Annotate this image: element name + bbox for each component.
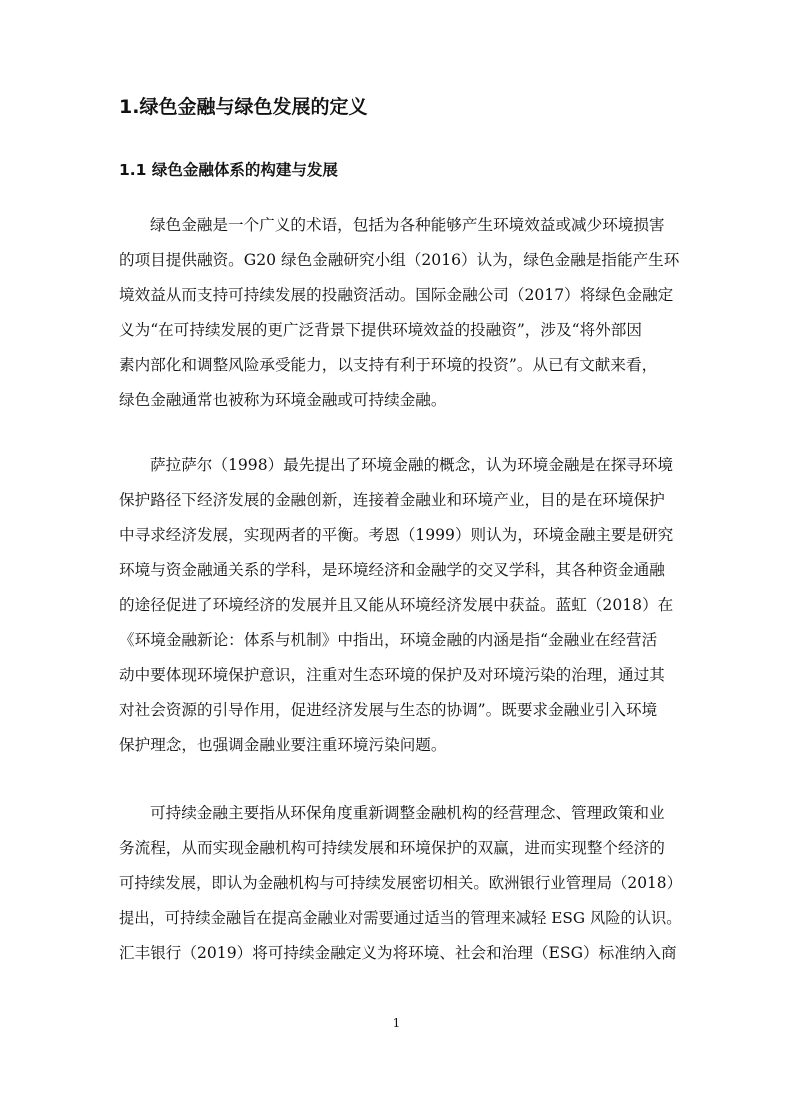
text-line: 境效益从而支持可持续发展的投融资活动。国际金融公司（2017）将绿色金融定 [119, 286, 674, 304]
paragraph-environmental-finance [119, 448, 685, 763]
text-line: 保护理念，也强调金融业要注重环境污染问题。 [119, 736, 447, 754]
text-line: 素内部化和调整风险承受能力，以支持有利于环境的投资”。从已有文献来看， [119, 356, 658, 374]
subsection-heading: 1.1 绿色金融体系的构建与发展 [119, 161, 338, 179]
text-line: 提出，可持续金融旨在提高金融业对需要通过适当的管理来减轻 ESG 风险的认识。 [119, 909, 682, 927]
text-line: 务流程，从而实现金融机构可持续发展和环境保护的双赢，进而实现整个经济的 [119, 839, 665, 857]
text-line: 汇丰银行（2019）将可持续金融定义为将环境、社会和治理（ESG）标准纳入商 [119, 944, 677, 962]
text-line: 的途径促进了环境经济的发展并且又能从环境经济发展中获益。蓝虹（2018）在 [119, 596, 674, 614]
text-line: 义为“在可持续发展的更广泛背景下提供环境效益的投融资”，涉及“将外部因 [119, 321, 642, 339]
text-line: 可持续发展，即认为金融机构与可持续发展密切相关。欧洲银行业管理局（2018） [119, 874, 683, 892]
text-line: 中寻求经济发展，实现两者的平衡。考恩（1999）则认为，环境金融主要是研究 [119, 526, 674, 544]
text-line: 《环境金融新论：体系与机制》中指出，环境金融的内涵是指“金融业在经营活 [119, 631, 658, 649]
text-line: 可持续金融主要指从环保角度重新调整金融机构的经营理念、管理政策和业 [150, 804, 665, 822]
text-line: 保护路径下经济发展的金融创新，连接着金融业和环境产业，目的是在环境保护 [119, 491, 665, 509]
page-number: 1 [392, 1016, 401, 1030]
text-line: 对社会资源的引导作用，促进经济发展与生态的协调”。既要求金融业引入环境 [119, 701, 658, 719]
text-line: 动中要体现环境保护意识，注重对生态环境的保护及对环境污染的治理，通过其 [119, 666, 665, 684]
text-line: 的项目提供融资。G20 绿色金融研究小组（2016）认为，绿色金融是指能产生环 [119, 251, 680, 269]
text-line: 萨拉萨尔（1998）最先提出了环境金融的概念，认为环境金融是在探寻环境 [150, 456, 674, 474]
text-line: 绿色金融是一个广义的术语，包括为各种能够产生环境效益或减少环境损害 [150, 216, 665, 234]
text-line: 环境与资金融通关系的学科，是环境经济和金融学的交叉学科，其各种资金通融 [119, 561, 665, 579]
paragraph-green-finance [119, 208, 685, 418]
paragraph-sustainable-finance [119, 796, 685, 971]
text-line: 绿色金融通常也被称为环境金融或可持续金融。 [119, 391, 447, 409]
section-heading: 1.绿色金融与绿色发展的定义 [119, 96, 368, 118]
